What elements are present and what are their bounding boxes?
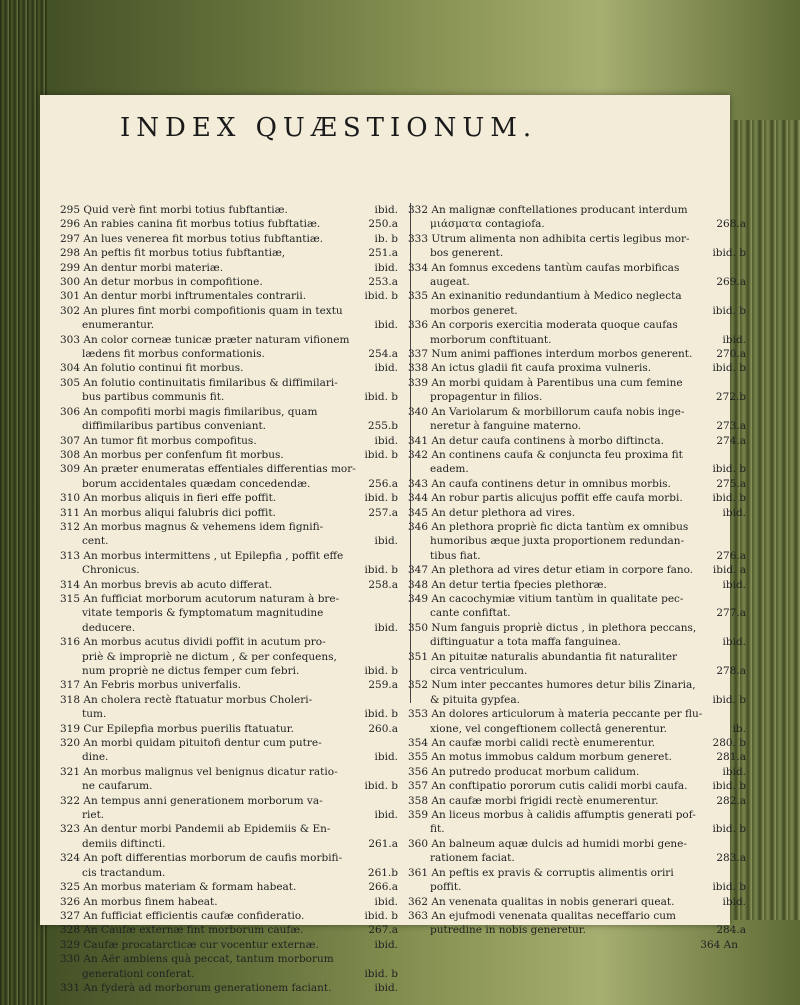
entry-line: humoribus æque juxta proportionem redundan-: [430, 535, 685, 548]
page-reference: ibid. b: [364, 780, 398, 793]
page-reference: 270.a: [716, 348, 746, 361]
page-reference: ibid. b: [364, 564, 398, 577]
index-entry: [60, 289, 398, 303]
entry-line: num propriè ne dictus femper cum febri. ibid. b: [82, 665, 398, 677]
page-reference: 261.b: [367, 866, 398, 879]
index-entry: [60, 851, 398, 880]
page-reference: ibid. b: [712, 304, 746, 317]
entry-line: cent. ibid.: [82, 535, 398, 548]
page-reference: 275.a: [716, 477, 746, 490]
index-entry: [60, 304, 398, 333]
entry-line: 349 An cacochymiæ vitium tantùm in qualitate pec-: [408, 592, 684, 605]
page-reference: 259.a: [368, 679, 398, 692]
page-reference: ib. b: [374, 232, 398, 245]
index-entry: [60, 693, 398, 722]
entry-line: borum accidentales quædam concedendæ. 256.a: [82, 477, 398, 490]
index-entry: [408, 477, 746, 491]
page-reference: ibid. a: [712, 564, 746, 577]
page-reference: 266.a: [368, 881, 398, 894]
index-entry: [60, 246, 398, 260]
entry-line: generationi conferat. ibid. b: [82, 967, 398, 980]
entry-line: 311 An morbus aliqui falubris dici poffit. 257.a: [60, 506, 398, 519]
page-reference: 257.a: [368, 506, 398, 519]
index-entry: [60, 923, 398, 937]
page-reference: ibid.: [374, 809, 398, 822]
entry-line: 356 An putredo producat morbum calidum. ibid.: [408, 765, 746, 778]
page-reference: ibid.: [374, 751, 398, 764]
entry-line: 314 An morbus brevis ab acuto differat. 258.a: [60, 578, 398, 591]
index-entry: [60, 794, 398, 823]
page-reference: ibid.: [374, 362, 398, 375]
entry-line: 354 An caufæ morbi calidi rectè enumerentur. 280. b: [408, 737, 746, 750]
index-entry: [60, 736, 398, 765]
page-reference: ibid. b: [364, 708, 398, 721]
index-entry: [408, 794, 746, 808]
index-entry: [60, 448, 398, 462]
entry-line: 343 An caufa continens detur in omnibus morbis. 275.a: [408, 477, 746, 490]
page-reference: 254.a: [368, 348, 398, 361]
entry-line: riet. ibid.: [82, 809, 398, 822]
entry-line: 298 An peftis fit morbus totius fubftantiæ, 251.a: [60, 247, 398, 260]
entry-line: 346 An plethora propriè fic dicta tantùm ex omnibus: [408, 520, 689, 533]
index-entry: [60, 909, 398, 923]
page-reference: 250.a: [368, 218, 398, 231]
page-reference: ibid. b: [364, 967, 398, 980]
entry-line: bus partibus communis fit. ibid. b: [82, 391, 398, 404]
index-entry: [408, 750, 746, 764]
index-entry: [60, 506, 398, 520]
entry-line: tibus fiat. 276.a: [430, 549, 746, 562]
index-entry: [60, 261, 398, 275]
entry-line: 352 Num inter peccantes humores detur bilis Zinaria,: [408, 679, 696, 692]
index-entry: [60, 232, 398, 246]
entry-line: 320 An morbi quidam pituitofi dentur cum putre-: [60, 737, 322, 750]
page-reference: ibid. b: [364, 909, 398, 922]
index-entry: [60, 578, 398, 592]
entry-line: 315 An fufficiat morborum acutorum naturam à bre-: [60, 592, 340, 605]
entry-line: μιάσματα contagiofa. 268.a: [430, 218, 746, 231]
index-entry: [408, 592, 746, 621]
page-reference: 258.a: [368, 578, 398, 591]
page-reference: 267.a: [368, 924, 398, 937]
page-reference: 256.a: [368, 477, 398, 490]
entry-line: 338 An ictus gladii fit caufa proxima vulneris. ibid. b: [408, 362, 746, 375]
index-entry: [60, 822, 398, 851]
page-reference: ibid.: [374, 938, 398, 951]
index-entry: [60, 549, 398, 578]
page-reference: ibid.: [374, 434, 398, 447]
entry-line: 350 Num fanguis propriè dictus , in plethora peccans,: [408, 621, 697, 634]
entry-line: 339 An morbi quidam à Parentibus una cum femine: [408, 376, 683, 389]
page-reference: 283.a: [716, 852, 746, 865]
entry-line: vitate temporis & fymptomatum magnitudine: [82, 607, 324, 620]
index-entry: [408, 736, 746, 750]
page-reference: ibid.: [722, 765, 746, 778]
entry-line: 329 Caufæ procatarcticæ cur vocentur externæ. ibid.: [60, 938, 398, 951]
index-entry: [60, 635, 398, 678]
entry-line: 357 An conftipatio pororum cutis calidi morbi caufa. ibid. b: [408, 780, 746, 793]
index-entry: [60, 952, 398, 981]
entry-line: 332 An malignæ conftellationes producant interdum: [408, 204, 688, 216]
entry-line: propagentur in filios. 272.b: [430, 391, 746, 404]
index-entry: [60, 880, 398, 894]
index-entry: [408, 361, 746, 375]
index-entry: [408, 203, 746, 232]
entry-line: xione, vel congeftionem collectâ generentur. ib.: [430, 722, 746, 735]
index-entry: [60, 275, 398, 289]
entry-line: 321 An morbus malignus vel benignus dicatur ratio-: [60, 765, 338, 778]
page-reference: 276.a: [716, 549, 746, 562]
entry-line: 326 An morbus finem habeat. ibid.: [60, 895, 398, 908]
index-entry: [408, 232, 746, 261]
page-reference: ibid.: [374, 621, 398, 634]
page-reference: ibid. b: [712, 823, 746, 836]
entry-line: 360 An balneum aquæ dulcis ad humidi morbi gene-: [408, 837, 687, 850]
page-reference: ibid. b: [364, 448, 398, 461]
entry-line: 353 An dolores articulorum à materia peccante per flu-: [408, 708, 703, 721]
page-reference: ibid. b: [712, 362, 746, 375]
entry-line: diffimilaribus partibus conveniant. 255.b: [82, 420, 398, 433]
page-reference: ibid. b: [364, 665, 398, 677]
index-entry: [60, 333, 398, 362]
page-reference: ibid.: [374, 319, 398, 332]
entry-line: 322 An tempus anni generationem morborum va-: [60, 794, 323, 807]
page-reference: ibid. b: [712, 780, 746, 793]
index-entry: [60, 678, 398, 692]
entry-line: 337 Num animi paffiones interdum morbos generent. 270.a: [408, 348, 746, 361]
page-reference: ibid.: [374, 261, 398, 274]
entry-line: 312 An morbus magnus & vehemens idem fignifi-: [60, 520, 324, 533]
index-entry: [408, 650, 746, 679]
index-entry: [408, 563, 746, 577]
index-entry: [408, 621, 746, 650]
index-entry: [60, 462, 398, 491]
entry-line: 299 An dentur morbi materiæ. ibid.: [60, 261, 398, 274]
page-reference: 260.a: [368, 722, 398, 735]
entry-line: 341 An detur caufa continens à morbo diftincta. 274.a: [408, 434, 746, 447]
entry-line: 316 An morbus acutus dividi poffit in acutum pro-: [60, 636, 326, 649]
entry-line: 296 An rabies canina fit morbus totius fubftatiæ. 250.a: [60, 218, 398, 231]
page-reference: ibid. b: [364, 290, 398, 303]
page-reference: 281.a: [716, 751, 746, 764]
entry-line: 295 Quid verè fint morbi totius fubftantiæ. ibid.: [60, 204, 398, 216]
entry-line: 325 An morbus materiam & formam habeat. 266.a: [60, 881, 398, 894]
entry-line: 328 An Caufæ externæ fint morborum caufæ. 267.a: [60, 924, 398, 937]
page-reference: 273.a: [716, 420, 746, 433]
index-entry: [60, 520, 398, 549]
entry-line: 327 An fufficiat efficientis caufæ confideratio. ibid. b: [60, 909, 398, 922]
index-entry: [60, 434, 398, 448]
entry-line: eadem. ibid. b: [430, 463, 746, 476]
entry-line: 310 An morbus aliquis in fieri effe poffit. ibid. b: [60, 492, 398, 505]
page-reference: ibid.: [722, 636, 746, 649]
index-entry: [408, 434, 746, 448]
entry-line: fit. ibid. b: [430, 823, 746, 836]
entry-line: bos generent. ibid. b: [430, 247, 746, 260]
entry-line: 351 An pituitæ naturalis abundantia fit naturaliter: [408, 650, 678, 663]
entry-line: 301 An dentur morbi inftrumentales contrarii. ibid. b: [60, 290, 398, 303]
entry-line: cis tractandum. 261.b: [82, 866, 398, 879]
index-entry: [408, 707, 746, 736]
page-reference: 278.a: [716, 665, 746, 677]
index-entry: [408, 578, 746, 592]
entry-line: Chronicus. ibid. b: [82, 564, 398, 577]
page-reference: ib.: [732, 722, 746, 735]
index-entry: [408, 448, 746, 477]
index-entry: [408, 808, 746, 837]
index-entry: [408, 895, 746, 909]
entry-line: ne caufarum. ibid. b: [82, 780, 398, 793]
entry-line: 306 An compofiti morbi magis fimilaribus, quam: [60, 405, 318, 418]
index-entry: [60, 405, 398, 434]
entry-line: morbos generet. ibid. b: [430, 304, 746, 317]
page-reference: ibid. b: [364, 492, 398, 505]
index-entry: [60, 491, 398, 505]
index-entry: [408, 347, 746, 361]
page-reference: 272.b: [715, 391, 746, 404]
entry-line: 319 Cur Epilepfia morbus puerilis ftatuatur. 260.a: [60, 722, 398, 735]
entry-line: putredine in nobis generetur. 284.a: [430, 924, 746, 937]
index-entry: [60, 361, 398, 375]
entry-line: morborum conftituant. ibid.: [430, 333, 746, 346]
entry-line: 340 An Variolarum & morbillorum caufa nobis inge-: [408, 405, 685, 418]
page-reference: 282.a: [716, 794, 746, 807]
page-reference: ibid.: [374, 204, 398, 216]
entry-line: 363 An ejufmodi venenata qualitas neceffario cum: [408, 909, 676, 922]
right-column: [408, 203, 746, 952]
entry-line: 305 An folutio continuitatis fimilaribus & diffimilari-: [60, 376, 338, 389]
page-reference: 274.a: [716, 434, 746, 447]
entry-line: demiis diftincti. 261.a: [82, 837, 398, 850]
index-entry: [60, 981, 398, 995]
entry-line: 317 An Febris morbus univerfalis. 259.a: [60, 679, 398, 692]
index-entry: [60, 938, 398, 952]
index-entry: [408, 491, 746, 505]
entry-line: lædens fit morbus conformationis. 254.a: [82, 348, 398, 361]
entry-line: 345 An detur plethora ad vires. ibid.: [408, 506, 746, 519]
entry-line: 333 Utrum alimenta non adhibita certis legibus mor-: [408, 232, 690, 245]
page-header: INDEX QUÆSTIONUM.: [120, 113, 538, 143]
entry-line: 359 An liceus morbus à calidis affumptis generati pof-: [408, 809, 696, 822]
page-reference: ibid. b: [712, 463, 746, 476]
entry-line: 309 An præter enumeratas effentiales differentias mor-: [60, 463, 356, 476]
index-entry: [60, 895, 398, 909]
entry-line: poffit. ibid. b: [430, 881, 746, 894]
index-entry: [60, 592, 398, 635]
entry-line: circa ventriculum. 278.a: [430, 665, 746, 677]
entry-line: 334 An fomnus excedens tantùm caufas morbificas: [408, 261, 680, 274]
entry-line: neretur à fanguine materno. 273.a: [430, 420, 746, 433]
entry-line: tum. ibid. b: [82, 708, 398, 721]
page-reference: 280. b: [712, 737, 746, 750]
page-reference: ibid.: [374, 535, 398, 548]
entry-line: 318 An cholera rectè ftatuatur morbus Choleri-: [60, 693, 313, 706]
page-reference: 284.a: [716, 924, 746, 937]
catchword: 364 An: [700, 938, 738, 951]
index-entry: [408, 779, 746, 793]
index-entry: [408, 318, 746, 347]
page-reference: 261.a: [368, 837, 398, 850]
entry-line: augeat. 269.a: [430, 276, 746, 289]
entry-line: 304 An folutio continui fit morbus. ibid.: [60, 362, 398, 375]
index-entry: [408, 866, 746, 895]
entry-line: deducere. ibid.: [82, 621, 398, 634]
index-entry: [60, 722, 398, 736]
index-entry: [60, 765, 398, 794]
entry-line: & pituita gypfea. ibid. b: [430, 693, 746, 706]
entry-line: 362 An venenata qualitas in nobis generari queat. ibid.: [408, 895, 746, 908]
entry-line: 324 An poft differentias morborum de caufis morbifi-: [60, 852, 343, 865]
entry-line: priè & impropriè ne dictum , & per confequens,: [82, 650, 337, 663]
page-reference: 277.a: [716, 607, 746, 620]
entry-line: 303 An color corneæ tunicæ præter naturam vifionem: [60, 333, 350, 346]
page-reference: ibid.: [722, 333, 746, 346]
page-reference: ibid. b: [712, 247, 746, 260]
page-reference: ibid.: [374, 981, 398, 994]
entry-line: 297 An lues venerea fit morbus totius fubftantiæ. ib. b: [60, 232, 398, 245]
index-entry: [408, 405, 746, 434]
entry-line: 330 An Aër ambiens quà peccat, tantum morborum: [60, 953, 334, 966]
page-reference: ibid. b: [712, 881, 746, 894]
index-entry: [60, 217, 398, 231]
index-entry: [408, 837, 746, 866]
entry-line: cante confiftat. 277.a: [430, 607, 746, 620]
page-reference: 251.a: [368, 247, 398, 260]
index-entry: [408, 520, 746, 563]
entry-line: 342 An continens caufa & conjuncta feu proxima fit: [408, 448, 683, 461]
entry-line: 302 An plures fint morbi compofitionis quam in textu: [60, 304, 343, 317]
entry-line: 344 An robur partis alicujus poffit effe caufa morbi. ibid. b: [408, 492, 746, 505]
entry-line: 307 An tumor fit morbus compofitus. ibid.: [60, 434, 398, 447]
page-reference: ibid.: [722, 578, 746, 591]
entry-line: 300 An detur morbus in compofitione. 253.a: [60, 276, 398, 289]
entry-line: dine. ibid.: [82, 751, 398, 764]
entry-line: 361 An peftis ex pravis & corruptis alimentis oriri: [408, 866, 674, 879]
entry-line: diftinguatur a tota maffa fanguinea. ibid.: [430, 636, 746, 649]
page-reference: ibid. b: [364, 391, 398, 404]
entry-line: 335 An exinanitio redundantium à Medico neglecta: [408, 290, 682, 303]
entry-line: rationem faciat. 283.a: [430, 852, 746, 865]
book-page: [40, 95, 746, 994]
index-entry: [408, 765, 746, 779]
entry-line: 348 An detur tertia fpecies plethoræ. ibid.: [408, 578, 746, 591]
page-reference: ibid. b: [712, 492, 746, 505]
page-reference: ibid.: [722, 895, 746, 908]
page-reference: 255.b: [367, 420, 398, 433]
entry-line: 331 An fyderà ad morborum generationem faciant. ibid.: [60, 981, 398, 994]
entry-line: 313 An morbus intermittens , ut Epilepfia , poffit effe: [60, 549, 344, 562]
index-entry: [60, 203, 398, 217]
page-reference: ibid.: [722, 506, 746, 519]
entry-line: 358 An caufæ morbi frigidi rectè enumerentur. 282.a: [408, 794, 746, 807]
entry-line: 347 An plethora ad vires detur etiam in corpore fano. ibid. a: [408, 564, 746, 577]
entry-line: 308 An morbus per confenfum fit morbus. ibid. b: [60, 448, 398, 461]
page-reference: 268.a: [716, 218, 746, 231]
index-entry: [408, 261, 746, 290]
index-entry: [408, 506, 746, 520]
entry-line: 355 An motus immobus caldum morbum generet. 281.a: [408, 751, 746, 764]
page-reference: ibid. b: [712, 693, 746, 706]
index-entry: [408, 376, 746, 405]
entry-line: 336 An corporis exercitia moderata quoque caufas: [408, 319, 678, 332]
index-entry: [60, 376, 398, 405]
entry-line: 323 An dentur morbi Pandemii ab Epidemiis & En-: [60, 823, 331, 836]
page-reference: 269.a: [716, 276, 746, 289]
index-entry: [408, 909, 746, 938]
index-entry: [408, 678, 746, 707]
index-entry: [408, 289, 746, 318]
left-column: [60, 203, 398, 995]
entry-line: enumerantur. ibid.: [82, 319, 398, 332]
page-reference: 253.a: [368, 276, 398, 289]
page-reference: ibid.: [374, 895, 398, 908]
